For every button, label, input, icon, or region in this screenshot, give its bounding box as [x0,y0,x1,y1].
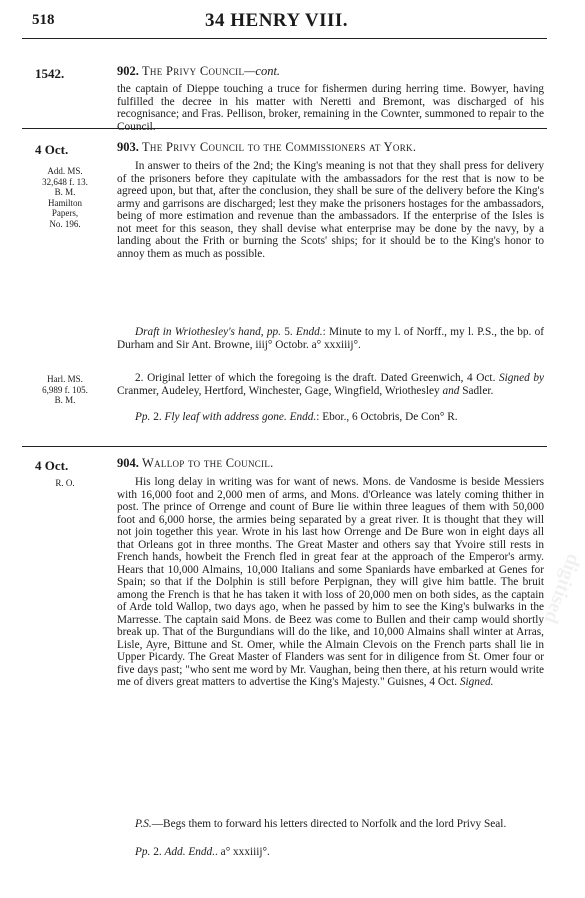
entry-903-draft-note [117,326,544,351]
letter-body: His long delay in writing was for want of news. Mons. de Vandosme is beside Messiers with 16,000 foot and 2,000 men of arms, and Mons. d'Orleance was lately coming thither in post. The prince of Orrenge and count of Bure lie within three leagues of them with 50,000 foot and 6,000 horse, the armies being separated by a great river. It is thought that they will not join together this year. Wrote in his last how Orrenge and De Bure won in eight days all that Orleans got in three months. The Great Master and others say that Yvoire still rests in French hands, howbeit the French fled in great fear at the approach of the Emperor's army. Hears that 10,000 Almains, 10,000 Italians and some Spaniards have embarked at Genes for Spain; so that if the Dolphin is still before Perpignan, they will give him battle. The bruit among the French is that he has taken it with loss of 20,000 men on both sides, as the captain of Arde told Wallop, two days ago, when he passed by him to see the King's bulwarks in the Marresse. The captain said Mons. de Beez was come to Bullen and their camp would shortly break up. That of the Burgundians will do the like, and 10,000 Almains shall winter at Arras, Lisle, Ayre, Bittune and St. Omer, while the Almain Clevois on the French parts shall lie in Upper Picardy. The Great Master of Flanders was sent for in diligence from St. Omer four or five days past; "who sent me word by Mr. Vaughan, being then there, at his return would write me of divers great matters to advertise the King's Majesty." Guisnes, 4 Oct. [117,476,544,688]
fly-leaf-note: Fly leaf with address gone. Endd. [164,411,317,423]
signed-label: Signed. [459,676,494,688]
signed-by-label: Signed by [499,372,545,384]
original-text: 2. Original letter of which the foregoing is the draft. Dated Greenwich, 4 Oct. [135,372,499,384]
entry-903-title: The Privy Council to the Commissioners at York. [142,140,417,154]
pp-count: 2. [150,411,165,423]
entry-903-number: 903. [117,140,139,154]
entry-separator [22,446,547,447]
source-line: B. M. [54,395,76,405]
entry-903-source-2 [24,374,106,406]
entry-904-date: 4 Oct. [35,458,69,473]
entry-separator [22,128,547,129]
ps-text: —Begs them to forward his letters directed to Norfolk and the lord Privy Seal. [151,818,507,830]
source-line: 32,648 f. 13. [42,176,88,187]
entry-902-title: The Privy Council [142,64,245,78]
running-title: 34 HENRY VIII. [205,10,349,31]
and-word: and [442,384,460,397]
entry-903-source [24,166,106,229]
entry-903-heading [117,140,416,155]
source-line: 6,989 f. 105. [42,384,88,395]
ps-label: P.S. [135,818,152,830]
source-line: R. O. [55,478,75,488]
endorsement-text: . a° xxxiiij°. [215,846,270,858]
entry-904-note [117,846,544,859]
entry-903-original-letter [117,372,544,397]
entry-902-number: 902. [117,64,139,78]
endorsement-text: : Ebor., 6 Octobris, De Con° R. [316,411,458,423]
entry-904-source [24,478,106,489]
pp-label: Pp. [135,846,151,858]
year-marker: 1542. [35,66,65,81]
entry-903-original-note [117,411,544,424]
source-line: Papers, [51,208,79,218]
draft-endd-label: Endd. [295,326,323,338]
header-rule [22,38,547,39]
page-number: 518 [32,12,55,28]
entry-904-text [117,476,544,689]
source-line: Add. MS. [47,166,83,176]
signatories: Cranmer, Audeley, Hertford, Winchester, Gage, Wingfield, Wriothesley [117,384,443,397]
entry-903-text: In answer to theirs of the 2nd; the King's meaning is not that they shall press for delivery of the prisoners before they capitulate with the ambassadors for the rest that is now to be agreed upon, but that, after the conclusion, they shall be sure of the delivery before the King's army and garrisons are discharged; lest they make the prisoners hostages for the ambassadors, being of more estimation and revenue than the ambassadors. If the enterprise of the Isles is not meet for this season, they shall devise what enterprise may be done by the navy, by a landing about the Frith or burning the Scots' ships; for it should be to the King's honor to annoy them as much as possible. [117,160,544,260]
source-line: Harl. MS. [47,374,83,384]
add-endd-label: Add. Endd. [164,846,216,858]
source-line: No. 196. [49,218,81,229]
entry-903-date: 4 Oct. [35,142,69,157]
signatory-last: Sadler. [459,384,494,397]
entry-902-suffix: —cont. [244,64,281,78]
source-line: B. M. [54,187,76,197]
draft-note-pages: 5. [280,326,296,338]
entry-904-title: Wallop to the Council. [142,456,274,470]
pp-count: 2. [150,846,165,858]
draft-note-italic: Draft in Wriothesley's hand, pp. [135,326,281,338]
entry-902-heading [117,64,280,79]
source-line: Hamilton [48,197,82,208]
draft-endd-text: : Minute to my l. of Norff., my l. P.S., the bp. of Durham and Sir Ant. Browne, iiij° Octobr. a° xxxiiij°. [117,326,544,351]
pp-label: Pp. [135,411,151,423]
entry-902-text: the captain of Dieppe touching a truce for fishermen during herring time. Bowyer, having fulfilled the decree in his matter with Neretti and Bremont, was discharged of his recognisance; and Fras. Pellison, broker, remaining in the Cownter, summoned to repair to the Council. [117,83,544,133]
digitisation-watermark: digitised [539,550,585,627]
entry-904-postscript [117,818,544,831]
entry-904-number: 904. [117,456,139,470]
entry-904-heading [117,456,274,471]
